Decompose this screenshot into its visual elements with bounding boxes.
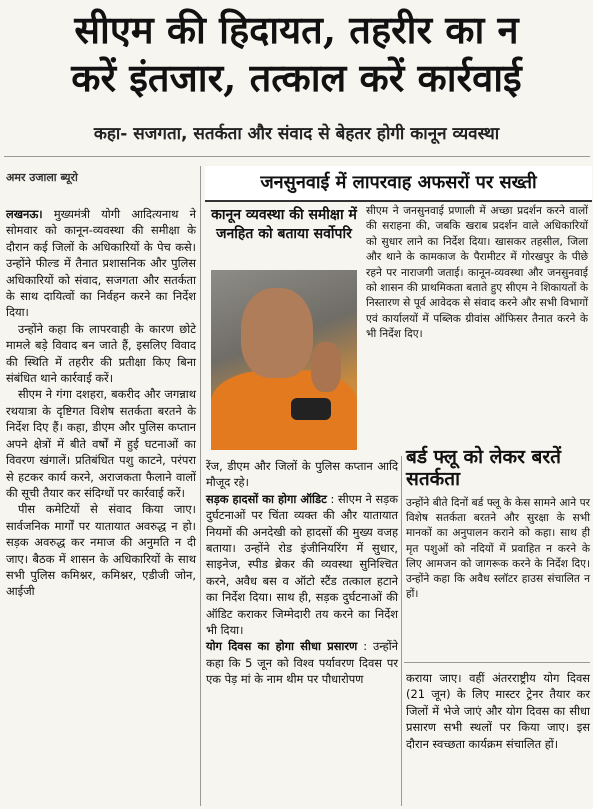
byline: अमर उजाला ब्यूरो — [6, 171, 78, 184]
paragraph: सीएम ने जनसुनवाई प्रणाली में अच्छा प्रदर्शन करने वालों की सराहना की, जबकि खराब प्रदर्शन वाले अधिकारियों को सुधार लाने का निर्देश दिया। खासकर तहसील, जिला और थाने के कामकाज के पैरामीटर में गोरखपुर के पीछे रहने पर नाराजगी जताई। कानून-व्यवस्था और जनसुनवाई को शासन की प्राथमिकता बताते हुए सीएम ने शिकायतों के निस्तारण से पूर्व आवेदक से संवाद करने और सभी विभागों एवं कार्यालयों में पब्लिक ग्रीवांस ऑफिसर तैनात करने के भी निर्देश दिए। — [366, 205, 588, 341]
dateline: लखनऊ। — [6, 207, 43, 221]
divider — [4, 156, 590, 157]
subheadline: कहा- सजगता, सतर्कता और संवाद से बेहतर होगी कानून व्यवस्था — [93, 124, 500, 144]
column-divider — [200, 166, 201, 806]
subheading-road-accidents: सड़क हादसों का होगा ऑडिट — [206, 491, 327, 506]
box-title: जनसुनवाई में लापरवाह अफसरों पर सख्ती — [205, 166, 592, 202]
paragraph: सीएम ने गंगा दशहरा, बकरीद और जगन्नाथ रथयात्रा के दृष्टिगत विशेष सतर्कता बरतने के निर्देश दिए हैं। कहा, डीएम और पुलिस कप्तान अपने क्षेत्रों में बीते वर्षों में हुई घटनाओं का विवरण खंगालें। प्रतिबंधित पशु काटने, परंपरा से हटकर कार्य करने, अराजकता फैलाने वालों की सूची तैयार कर संदिग्धों पर कार्रवाई करें। — [6, 387, 196, 500]
paragraph — [206, 491, 398, 639]
pull-quote: कानून व्यवस्था की समीक्षा में जनहित को बताया सर्वोपरि — [211, 207, 357, 242]
column-divider — [401, 456, 402, 806]
headline — [0, 6, 593, 102]
paragraph-text: : सीएम ने सड़क दुर्घटनाओं पर चिंता व्यक्त की और यातायात नियमों की अनदेखी को हादसों की मुख्य वजह बताया। उन्होंने रोड इंजीनियरिंग में सुधार, साइनेज, स्पीड ब्रेकर की व्यवस्था सुनिश्चित करने, अवैध बस व ऑटो स्टैंड तत्काल हटाने का निर्देश दिया। साथ ही, सड़क दुर्घटनाओं की ऑडिट कराकर जिम्मेदारी तय करने का निर्देश भी दिया। — [206, 491, 398, 638]
divider — [404, 662, 590, 663]
paragraph — [6, 206, 196, 321]
paragraph-text: मुख्यमंत्री योगी आदित्यनाथ ने सोमवार को कानून-व्यवस्था की समीक्षा के दौरान कई जिलों के अधिकारियों के पेच कसे। उन्होंने फील्ड में तैनात प्रशासनिक और पुलिस अधिकारियों को संवाद, सजगता और सतर्कता के साथ दायित्वों का निर्वहन करने का निर्देश दिया। — [6, 207, 196, 320]
paragraph-text: : उन्होंने कहा कि 5 जून को विश्व पर्यावरण दिवस पर एक पेड़ मां के नाम थीम पर पौधारोपण — [206, 639, 398, 687]
cm-photo — [211, 270, 357, 450]
paragraph — [206, 638, 398, 687]
photo-face — [241, 288, 313, 378]
paragraph: उन्होंने बीते दिनों बर्ड फ्लू के केस सामने आने पर विशेष सतर्कता बरतने और सुरक्षा के सभी मानकों का अनुपालन कराने को कहा। साथ ही मृत पशुओं को नदियों में प्रवाहित न करने के लिए आमजन को जागरूक करने के निर्देश दिए। उन्होंने कहा कि अवैध स्लॉटर हाउस संचालित न हों। — [406, 497, 590, 601]
article-column-1 — [6, 206, 196, 600]
birdflu-title: बर्ड फ्लू को लेकर बरतें सतर्कता — [406, 446, 561, 490]
article-column-2 — [206, 458, 398, 688]
subheading-yoga-day: योग दिवस का होगा सीधा प्रसारण — [206, 639, 358, 654]
article-column-3 — [406, 670, 590, 752]
paragraph: कराया जाए। वहीं अंतरराष्ट्रीय योग दिवस (21 जून) के लिए मास्टर ट्रेनर तैयार कर जिलों में भेजे जाएं और योग दिवस का सीधा प्रसारण सभी स्थलों पर किया जाए। इस दौरान स्वच्छता कार्यक्रम संचालित हों। — [406, 671, 590, 751]
paragraph: उन्होंने कहा कि लापरवाही के कारण छोटे मामले बड़े विवाद बन जाते हैं, इसलिए विवाद की स्थिति में तहरीर की प्रतीक्षा किए बिना संबंधित थाने कार्रवाई करें। — [6, 321, 196, 386]
birdflu-text — [406, 496, 590, 602]
headline-line-2: करें इंतजार, तत्काल करें कार्रवाई — [71, 55, 522, 100]
headline-line-1: सीएम की हिदायत, तहरीर का न — [74, 7, 519, 52]
paragraph: रेंज, डीएम और जिलों के पुलिस कप्तान आदि मौजूद रहे। — [206, 459, 398, 490]
paragraph: पीस कमेटियों से संवाद किया जाए। सार्वजनिक मार्गों पर यातायात अवरुद्ध न हो। सड़क अवरुद्ध कर नमाज की अनुमति न दी जाए। बैठक में शासन के अधिकारियों के साथ सभी पुलिस कमिश्नर, कमिश्नर, एडीजी जोन, आईजी — [6, 502, 196, 599]
box-text — [366, 204, 588, 343]
photo-microphone — [291, 398, 331, 420]
photo-hand — [311, 342, 341, 392]
